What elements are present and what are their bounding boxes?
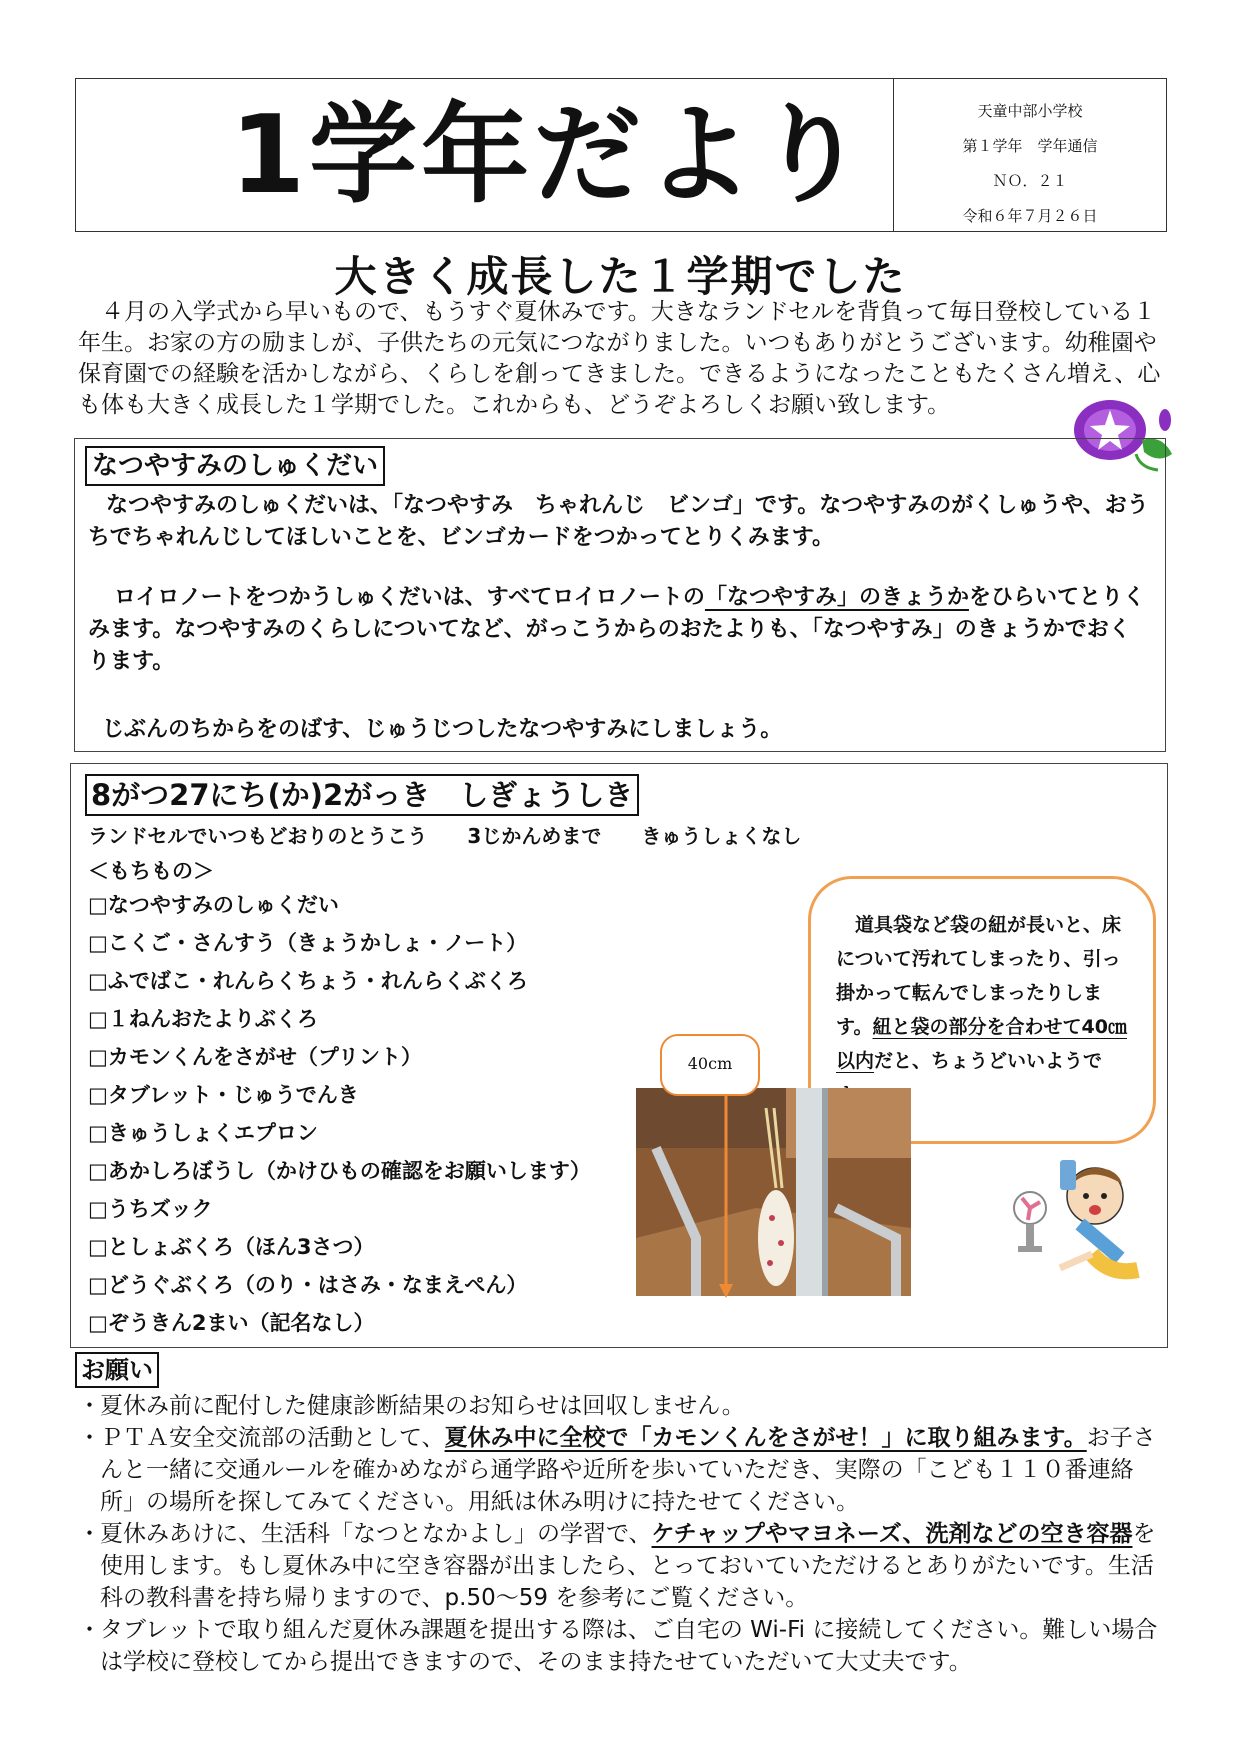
school-name: 天童中部小学校 [977, 102, 1083, 120]
requests-heading: お願い [75, 1352, 159, 1388]
bubble-text-post: だと、ちょうどいいようで [874, 1050, 1103, 1072]
headline: 大きく成長した１学期でした [334, 252, 907, 301]
request-emphasis: 夏休み中に全校で「カモンくんをさがせ！」に取り組みます。 [444, 1425, 1087, 1451]
list-item: □うちズック [88, 1197, 213, 1221]
intro-paragraph: ４月の入学式から早いもので、もうすぐ夏休みです。大きなランドセルを背負って毎日登校している１年生。お家の方の励ましが、子供たちの元気につながりました。いつもありがとうございます。幼稚園や保育園での経験を活かしながら、くらしを創ってきました。できるようになったこともたくさん増え、心も体も大きく成長した１学期でした。これからも、どうぞよろしくお願い致します。 [78, 299, 1161, 418]
request-text: ＰＴＡ安全交流部の活動として、 [100, 1425, 445, 1451]
list-item: □あかしろぼうし（かけひもの確認をお願いします） [88, 1159, 591, 1183]
homework-p2-underline: 「なつやすみ」のきょうか [704, 585, 969, 610]
bullet: ・ [78, 1393, 101, 1419]
requests-list [78, 1390, 1168, 1678]
list-item: □１ねんおたよりぶくろ [88, 1007, 318, 1031]
list-item [78, 1422, 1168, 1518]
request-text: 夏休み前に配付した健康診断結果のお知らせは回収しません。 [100, 1393, 745, 1419]
bubble-text-pre: 道具袋など袋の紐が長いと、床について汚れてしまったり、引っ掛かって転んでしまったりします。 [836, 914, 1122, 1038]
newsletter-title: 1学年だより [230, 93, 870, 218]
bag-photo [636, 1088, 911, 1296]
issue-number: ＮＯ．２１ [992, 172, 1068, 190]
list-item: □きゅうしょくエプロン [88, 1121, 318, 1145]
list-item [78, 1390, 1168, 1422]
list-item: □どうぐぶくろ（のり・はさみ・なまえぺん） [88, 1273, 528, 1297]
bullet: ・ [78, 1425, 101, 1451]
length-arrow [718, 1094, 734, 1300]
bullet: ・ [78, 1617, 101, 1643]
homework-paragraph-1: なつやすみのしゅくだいは、「なつやすみ ちゃれんじ ビンゴ」です。なつやすみのがくしゅうや、おうちでちゃれんじしてほしいことを、ビンゴカードをつかってとりくみます。 [88, 493, 1149, 550]
boy-with-fan-icon [1000, 1158, 1145, 1286]
issue-date: 令和６年７月２６日 [962, 207, 1098, 225]
list-item: □としょぶくろ（ほん3さつ） [88, 1235, 375, 1259]
list-item: □なつやすみのしゅくだい [88, 893, 339, 917]
list-item [78, 1518, 1168, 1614]
grade-label: 第１学年 学年通信 [962, 137, 1098, 155]
ceremony-heading: 8がつ27にち(か)2がっき しぎょうしき [85, 774, 639, 816]
homework-paragraph-2 [88, 582, 1150, 678]
length-label: 40cm [660, 1034, 760, 1096]
homework-heading: なつやすみのしゅくだい [85, 446, 385, 486]
list-item: □こくご・さんすう（きょうかしょ・ノート） [88, 931, 528, 955]
homework-p2-post: をひらいてとりくみます。なつやすみのくらしについてなど、がっこうからのおたよりも、「なつやすみ」のきょうかでおくります。 [88, 585, 1145, 674]
homework-paragraph-3: じぶんのちからをのばす、じゅうじつしたなつやすみにしましょう。 [102, 717, 783, 742]
list-item [78, 1614, 1168, 1678]
list-item: □ふでばこ・れんらくちょう・れんらくぶくろ [88, 969, 528, 993]
ceremony-subline: ランドセルでいつもどおりのとうこう 3じかんめまで きゅうしょくなし [88, 824, 802, 848]
request-emphasis: ケチャップやマヨネーズ、洗剤などの空き容器 [651, 1521, 1133, 1547]
items-label: ＜もちもの＞ [88, 859, 214, 883]
request-text: を使用します。もし夏休み中に空き容器が出ましたら、とっておいていただけるとありがたいです。生活科の教科書を持ち帰りますので、p.50～59 を参考にご覧ください。 [100, 1521, 1156, 1611]
header-divider [893, 78, 894, 232]
list-item: □ぞうきん2まい（記名なし） [88, 1311, 375, 1335]
request-text: お子さんと一緒に交通ルールを確かめながら通学路や近所を歩いていただき、実際の「こども１１０番連絡所」の場所を探してみてください。用紙は休み明けに持たせてください。 [100, 1425, 1156, 1515]
list-item: □カモンくんをさがせ（プリント） [88, 1045, 422, 1069]
request-text: タブレットで取り組んだ夏休み課題を提出する際は、ご自宅の Wi-Fi に接続してください。難しい場合は学校に登校してから提出できますので、そのまま持たせていただいて大丈夫です。 [100, 1617, 1158, 1675]
request-text: 夏休みあけに、生活科「なつとなかよし」の学習で、 [100, 1521, 652, 1547]
bubble-text-underline: 紐と袋の部分を合わせて40㎝以内 [836, 1016, 1127, 1072]
bullet: ・ [78, 1521, 101, 1547]
list-item: □タブレット・じゅうでんき [88, 1083, 359, 1107]
homework-p2-pre: ロイロノートをつかうしゅくだいは、すべてロイロノートの [114, 585, 705, 610]
bubble-text [836, 908, 1136, 1112]
